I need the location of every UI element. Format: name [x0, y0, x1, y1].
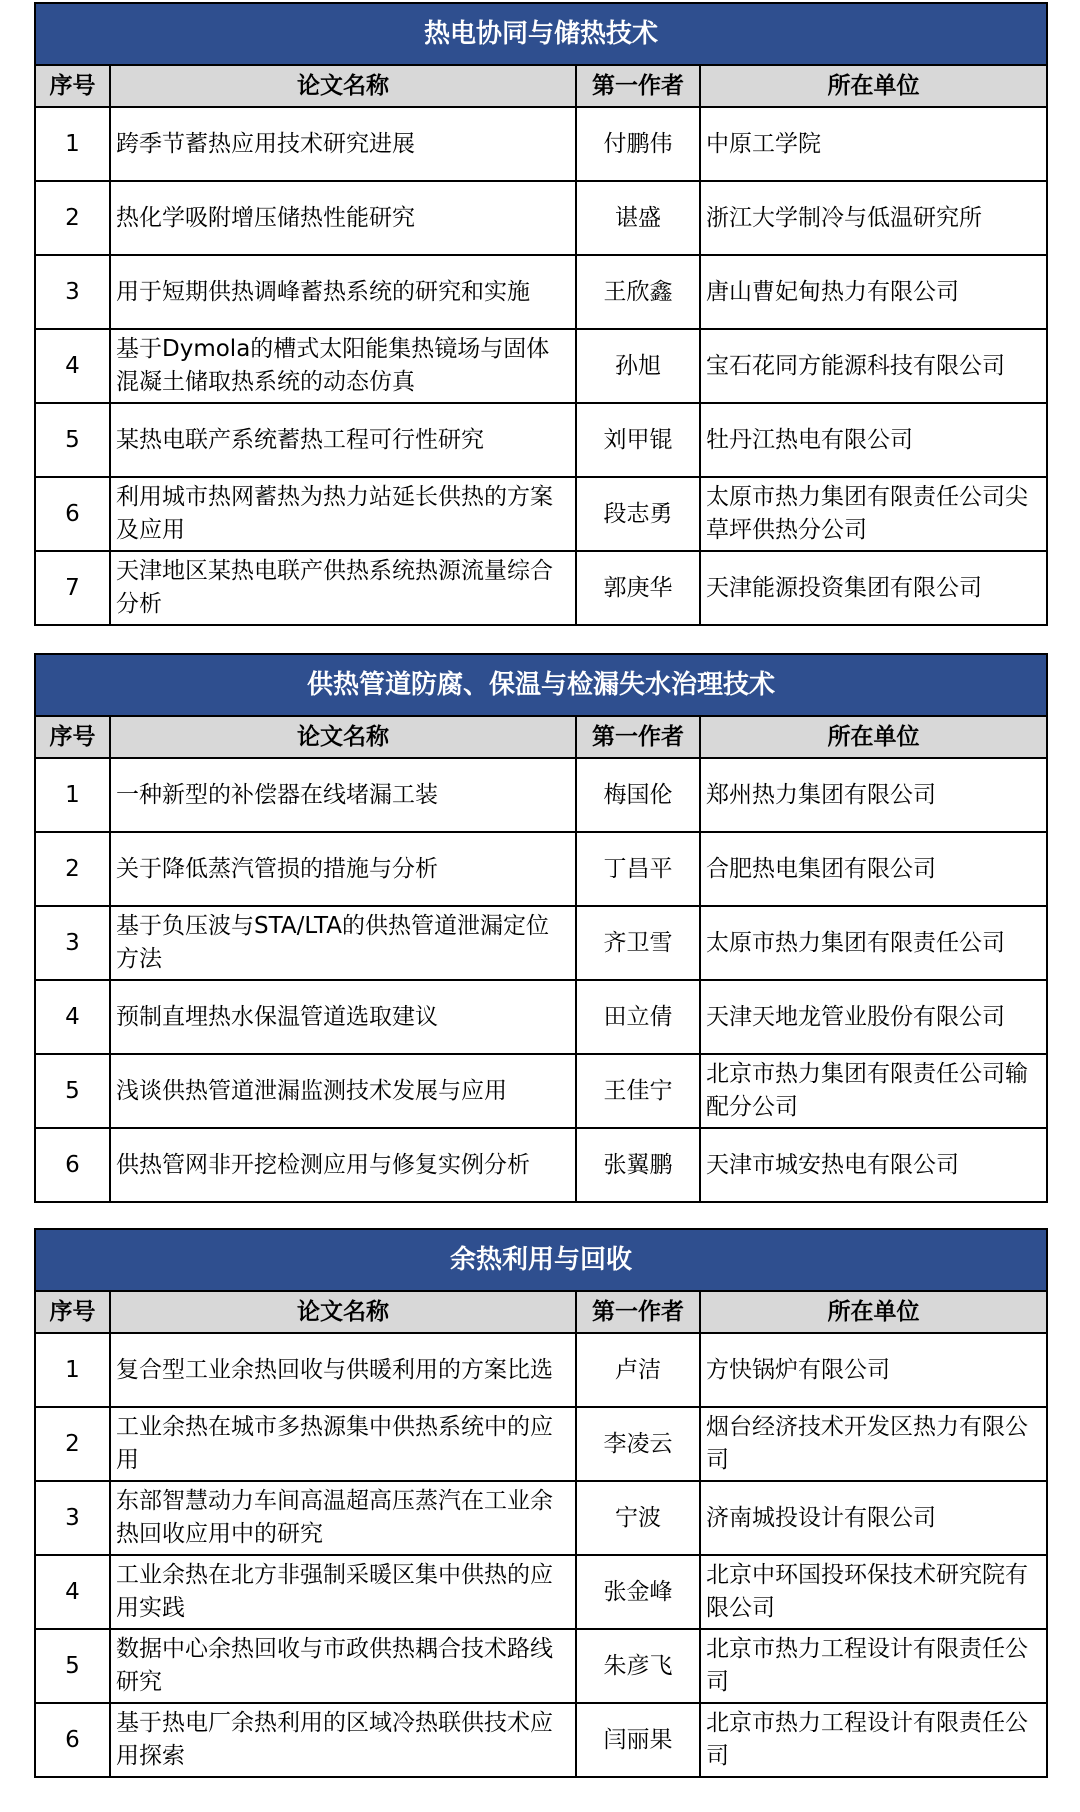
section-waste-heat — [34, 1228, 1046, 1778]
affiliation: 天津市城安热电有限公司 — [700, 1128, 1047, 1202]
row-index: 1 — [35, 1333, 110, 1407]
table-row — [35, 107, 1047, 181]
affiliation: 太原市热力集团有限责任公司尖草坪供热分公司 — [700, 477, 1047, 551]
first-author: 王欣鑫 — [576, 255, 700, 329]
first-author: 齐卫雪 — [576, 906, 700, 980]
affiliation: 郑州热力集团有限公司 — [700, 758, 1047, 832]
paper-title: 浅谈供热管道泄漏监测技术发展与应用 — [110, 1054, 576, 1128]
paper-title: 一种新型的补偿器在线堵漏工装 — [110, 758, 576, 832]
affiliation: 浙江大学制冷与低温研究所 — [700, 181, 1047, 255]
paper-title: 用于短期供热调峰蓄热系统的研究和实施 — [110, 255, 576, 329]
table-row — [35, 1407, 1047, 1481]
first-author: 梅国伦 — [576, 758, 700, 832]
paper-title: 基于Dymola的槽式太阳能集热镜场与固体混凝土储取热系统的动态仿真 — [110, 329, 576, 403]
table-row — [35, 403, 1047, 477]
affiliation: 宝石花同方能源科技有限公司 — [700, 329, 1047, 403]
table-row — [35, 1481, 1047, 1555]
affiliation: 北京中环国投环保技术研究院有限公司 — [700, 1555, 1047, 1629]
row-index: 3 — [35, 906, 110, 980]
first-author: 张金峰 — [576, 1555, 700, 1629]
row-index: 1 — [35, 107, 110, 181]
table-row — [35, 1703, 1047, 1777]
paper-title: 跨季节蓄热应用技术研究进展 — [110, 107, 576, 181]
paper-title: 热化学吸附增压储热性能研究 — [110, 181, 576, 255]
paper-title: 预制直埋热水保温管道选取建议 — [110, 980, 576, 1054]
table-row — [35, 1128, 1047, 1202]
first-author: 付鹏伟 — [576, 107, 700, 181]
first-author: 王佳宁 — [576, 1054, 700, 1128]
row-index: 4 — [35, 1555, 110, 1629]
section-heading: 供热管道防腐、保温与检漏失水治理技术 — [35, 654, 1047, 716]
paper-title: 复合型工业余热回收与供暖利用的方案比选 — [110, 1333, 576, 1407]
paper-title: 供热管网非开挖检测应用与修复实例分析 — [110, 1128, 576, 1202]
affiliation: 天津能源投资集团有限公司 — [700, 551, 1047, 625]
section-thermal-storage — [34, 2, 1046, 626]
table-row — [35, 181, 1047, 255]
first-author: 孙旭 — [576, 329, 700, 403]
affiliation: 北京市热力集团有限责任公司输配分公司 — [700, 1054, 1047, 1128]
first-author: 卢洁 — [576, 1333, 700, 1407]
affiliation: 牡丹江热电有限公司 — [700, 403, 1047, 477]
row-index: 5 — [35, 403, 110, 477]
first-author: 李凌云 — [576, 1407, 700, 1481]
first-author: 郭庚华 — [576, 551, 700, 625]
affiliation: 合肥热电集团有限公司 — [700, 832, 1047, 906]
column-header-unit: 所在单位 — [700, 1291, 1047, 1333]
paper-table — [34, 2, 1048, 626]
first-author: 田立倩 — [576, 980, 700, 1054]
paper-title: 某热电联产系统蓄热工程可行性研究 — [110, 403, 576, 477]
table-row — [35, 758, 1047, 832]
column-header-index: 序号 — [35, 1291, 110, 1333]
paper-table — [34, 653, 1048, 1203]
table-row — [35, 551, 1047, 625]
column-header-title: 论文名称 — [110, 716, 576, 758]
column-header-title: 论文名称 — [110, 65, 576, 107]
column-header-author: 第一作者 — [576, 716, 700, 758]
row-index: 2 — [35, 832, 110, 906]
section-heading: 热电协同与储热技术 — [35, 3, 1047, 65]
affiliation: 天津天地龙管业股份有限公司 — [700, 980, 1047, 1054]
row-index: 3 — [35, 255, 110, 329]
row-index: 6 — [35, 1128, 110, 1202]
table-row — [35, 1629, 1047, 1703]
paper-title: 利用城市热网蓄热为热力站延长供热的方案及应用 — [110, 477, 576, 551]
row-index: 6 — [35, 477, 110, 551]
paper-title: 天津地区某热电联产供热系统热源流量综合分析 — [110, 551, 576, 625]
paper-title: 基于热电厂余热利用的区域冷热联供技术应用探索 — [110, 1703, 576, 1777]
table-row — [35, 477, 1047, 551]
row-index: 7 — [35, 551, 110, 625]
column-header-unit: 所在单位 — [700, 716, 1047, 758]
table-row — [35, 329, 1047, 403]
row-index: 5 — [35, 1054, 110, 1128]
paper-title: 基于负压波与STA/LTA的供热管道泄漏定位方法 — [110, 906, 576, 980]
table-row — [35, 1054, 1047, 1128]
affiliation: 唐山曹妃甸热力有限公司 — [700, 255, 1047, 329]
table-row — [35, 255, 1047, 329]
first-author: 谌盛 — [576, 181, 700, 255]
section-pipeline-protection — [34, 653, 1046, 1203]
affiliation: 烟台经济技术开发区热力有限公司 — [700, 1407, 1047, 1481]
affiliation: 济南城投设计有限公司 — [700, 1481, 1047, 1555]
row-index: 4 — [35, 980, 110, 1054]
section-heading: 余热利用与回收 — [35, 1229, 1047, 1291]
row-index: 2 — [35, 181, 110, 255]
column-header-author: 第一作者 — [576, 65, 700, 107]
affiliation: 北京市热力工程设计有限责任公司 — [700, 1629, 1047, 1703]
first-author: 闫丽果 — [576, 1703, 700, 1777]
paper-title: 数据中心余热回收与市政供热耦合技术路线研究 — [110, 1629, 576, 1703]
row-index: 2 — [35, 1407, 110, 1481]
first-author: 丁昌平 — [576, 832, 700, 906]
table-row — [35, 832, 1047, 906]
row-index: 3 — [35, 1481, 110, 1555]
table-row — [35, 980, 1047, 1054]
first-author: 刘甲锟 — [576, 403, 700, 477]
first-author: 朱彦飞 — [576, 1629, 700, 1703]
row-index: 5 — [35, 1629, 110, 1703]
affiliation: 方快锅炉有限公司 — [700, 1333, 1047, 1407]
column-header-title: 论文名称 — [110, 1291, 576, 1333]
table-row — [35, 906, 1047, 980]
first-author: 段志勇 — [576, 477, 700, 551]
row-index: 4 — [35, 329, 110, 403]
affiliation: 太原市热力集团有限责任公司 — [700, 906, 1047, 980]
row-index: 6 — [35, 1703, 110, 1777]
column-header-index: 序号 — [35, 65, 110, 107]
paper-table — [34, 1228, 1048, 1778]
affiliation: 中原工学院 — [700, 107, 1047, 181]
first-author: 张翼鹏 — [576, 1128, 700, 1202]
column-header-unit: 所在单位 — [700, 65, 1047, 107]
row-index: 1 — [35, 758, 110, 832]
table-row — [35, 1333, 1047, 1407]
table-row — [35, 1555, 1047, 1629]
column-header-index: 序号 — [35, 716, 110, 758]
paper-title: 东部智慧动力车间高温超高压蒸汽在工业余热回收应用中的研究 — [110, 1481, 576, 1555]
first-author: 宁波 — [576, 1481, 700, 1555]
paper-title: 工业余热在北方非强制采暖区集中供热的应用实践 — [110, 1555, 576, 1629]
affiliation: 北京市热力工程设计有限责任公司 — [700, 1703, 1047, 1777]
column-header-author: 第一作者 — [576, 1291, 700, 1333]
paper-title: 工业余热在城市多热源集中供热系统中的应用 — [110, 1407, 576, 1481]
paper-title: 关于降低蒸汽管损的措施与分析 — [110, 832, 576, 906]
